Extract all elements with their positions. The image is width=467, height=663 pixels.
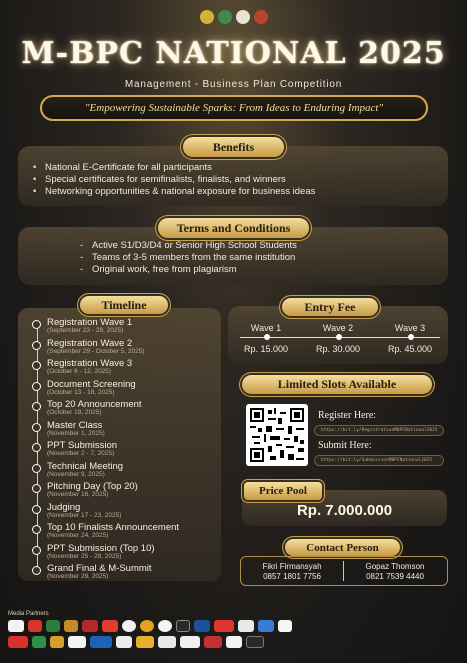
entry-fee-heading: Entry Fee	[282, 298, 378, 316]
timeline-heading: Timeline	[80, 296, 168, 314]
terms-heading: Terms and Conditions	[158, 218, 309, 238]
timeline-dot-icon	[32, 361, 41, 370]
partner-logo-icon	[46, 620, 60, 632]
fee-wave-1-label: Wave 1	[250, 323, 282, 333]
timeline-item-date: (September 23 - 28, 2025)	[47, 327, 124, 334]
contact-person-2	[345, 562, 445, 582]
timeline-dot-icon	[32, 341, 41, 350]
timeline-item-date: (November 24, 2025)	[47, 532, 109, 539]
partner-logo-icon	[64, 620, 78, 632]
contact-heading: Contact Person	[285, 539, 400, 556]
partner-logo-icon	[158, 636, 176, 648]
submit-label: Submit Here:	[318, 440, 372, 451]
list-item: - Teams of 3-5 members from the same institution	[80, 252, 440, 264]
partner-logo-icon	[258, 620, 274, 632]
timeline-item-date: (November 9, 2025)	[47, 470, 105, 478]
timeline-item-date: (October 19, 2025)	[47, 409, 102, 416]
timeline-dot-icon	[32, 382, 41, 391]
timeline-dot-icon	[32, 464, 41, 473]
partner-logo-icon	[102, 620, 118, 632]
partner-logo-icon	[194, 620, 210, 632]
fee-wave-3-label: Wave 3	[394, 323, 426, 333]
partner-logo-icon	[158, 620, 172, 632]
timeline-item	[32, 440, 222, 460]
timeline-item-date: (November 17 - 23, 2025)	[47, 511, 122, 519]
timeline-dot-icon	[32, 525, 41, 534]
submit-link[interactable]: https://bit.ly/SubmissionMBPCNational2025	[314, 455, 444, 466]
list-item: • Special certificates for semifinalists, finalists, and winners	[33, 174, 448, 186]
timeline-dot-icon	[32, 443, 41, 452]
benefits-heading: Benefits	[183, 137, 284, 157]
contact-divider	[343, 561, 344, 581]
timeline-dot-icon	[32, 566, 41, 575]
fee-wave-1-price: Rp. 15.000	[243, 344, 289, 354]
slots-heading: Limited Slots Available	[242, 375, 432, 394]
partner-logo-icon	[214, 620, 234, 632]
timeline-item-name: Master Class	[47, 419, 103, 431]
timeline-item-name: PPT Submission (Top 10)	[47, 542, 155, 554]
partner-logo-icon	[68, 636, 86, 648]
partner-logo-icon	[176, 620, 190, 632]
list-item: • National E-Certificate for all participants	[33, 162, 448, 174]
tagline: "Empowering Sustainable Sparks: From Ideas to Enduring Impact"	[40, 95, 428, 121]
timeline-item-date: (November 1, 2025)	[47, 429, 105, 437]
list-item: - Active S1/D3/D4 or Senior High School Students	[80, 240, 440, 252]
partner-logo-icon	[32, 636, 46, 648]
timeline-item	[32, 379, 222, 399]
prize-amount: Rp. 7.000.000	[296, 502, 393, 519]
contact-person-1	[242, 562, 342, 582]
fee-wave-2-label: Wave 2	[322, 323, 354, 333]
timeline-dot-icon	[32, 505, 41, 514]
page-subtitle: Management - Business Plan Competition	[124, 79, 343, 90]
department-logo-icon	[236, 10, 250, 24]
partner-logo-icon	[90, 636, 112, 648]
partner-logo-icon	[140, 620, 154, 632]
timeline-dot-icon	[32, 484, 41, 493]
partner-logo-icon	[278, 620, 292, 632]
timeline-dot-icon	[32, 546, 41, 555]
partner-logo-icon	[8, 636, 28, 648]
partner-logos	[8, 620, 460, 660]
timeline-item-name: Pitching Day (Top 20)	[47, 481, 138, 492]
timeline-dot-icon	[32, 320, 41, 329]
timeline-item	[32, 317, 222, 337]
timeline-item-name: Top 10 Finalists Announcement	[47, 522, 180, 533]
timeline-item-date: (September 29 - October 5, 2025)	[47, 347, 145, 355]
partner-logo-icon	[136, 636, 154, 648]
timeline-item	[32, 399, 222, 419]
partner-logo-icon	[122, 620, 136, 632]
partner-logo-icon	[82, 620, 98, 632]
benefits-list	[33, 162, 448, 198]
timeline-item	[32, 543, 222, 563]
list-item: - Original work, free from plagiarism	[80, 264, 440, 276]
timeline-item	[32, 522, 222, 542]
timeline-item-name: Registration Wave 2	[47, 337, 133, 349]
fee-wave-3-price: Rp. 45.000	[387, 344, 433, 354]
timeline-item	[32, 563, 222, 583]
partner-logo-icon	[50, 636, 64, 648]
partner-logo-icon	[238, 620, 254, 632]
timeline-item-name: Registration Wave 1	[47, 317, 133, 328]
list-item: • Networking opportunities & national exposure for business ideas	[33, 186, 448, 198]
timeline-item-name: Document Screening	[47, 378, 136, 390]
qr-code-icon	[250, 408, 304, 462]
timeline-item-date: (October 13 - 18, 2025)	[47, 388, 115, 396]
organizer-logos	[198, 10, 270, 26]
partner-logo-icon	[28, 620, 42, 632]
faculty-logo-icon	[218, 10, 232, 24]
timeline-item-name: Grand Final & M-Summit	[47, 563, 152, 574]
fee-dot-icon	[264, 334, 270, 340]
contact-phone[interactable]: 0821 7539 4440	[366, 572, 424, 581]
timeline-item-date: (October 6 - 12, 2025)	[47, 368, 111, 375]
timeline-item	[32, 502, 222, 522]
qr-code[interactable]	[246, 404, 308, 466]
fee-dot-icon	[336, 334, 342, 340]
timeline-item	[32, 461, 222, 481]
university-logo-icon	[200, 10, 214, 24]
timeline-item-name: Technical Meeting	[47, 460, 124, 472]
contact-name: Fikri Firmansyah	[262, 562, 322, 571]
timeline-item	[32, 420, 222, 440]
timeline-item-date: (November 2 - 7, 2025)	[47, 450, 115, 457]
timeline-item-name: Registration Wave 3	[47, 358, 133, 369]
partner-logo-icon	[8, 620, 24, 632]
timeline-item-date: (November 16, 2025)	[47, 491, 109, 498]
timeline-dot-icon	[32, 423, 41, 432]
timeline-dot-icon	[32, 402, 41, 411]
register-link[interactable]: https://bit.ly/RegistrationMBPCNational2025	[314, 425, 444, 436]
partners-label: Media Partners	[8, 611, 49, 617]
timeline-item	[32, 338, 222, 358]
timeline-item	[32, 358, 222, 378]
timeline-item	[32, 481, 222, 501]
terms-list	[80, 240, 440, 276]
contact-phone[interactable]: 0857 1801 7756	[263, 572, 321, 581]
partner-logo-icon	[246, 636, 264, 648]
partner-logo-icon	[204, 636, 222, 648]
partner-logo-icon	[180, 636, 200, 648]
timeline-item-name: Top 20 Announcement	[47, 399, 142, 410]
page-title: M-BPC NATIONAL 2025	[21, 36, 446, 71]
timeline-item-date: (November 29, 2025)	[47, 573, 109, 580]
prize-heading: Price Pool	[244, 482, 322, 500]
timeline-item-name: Judging	[47, 501, 81, 513]
register-label: Register Here:	[318, 410, 377, 421]
partner-logo-icon	[226, 636, 242, 648]
timeline-item-date: (November 25 - 28, 2025)	[47, 552, 122, 560]
event-logo-icon	[254, 10, 268, 24]
contact-name: Gopaz Thomson	[365, 562, 425, 571]
partner-logo-icon	[116, 636, 132, 648]
timeline-item-name: PPT Submission	[47, 440, 118, 451]
fee-wave-2-price: Rp. 30.000	[315, 344, 361, 354]
fee-dot-icon	[408, 334, 414, 340]
